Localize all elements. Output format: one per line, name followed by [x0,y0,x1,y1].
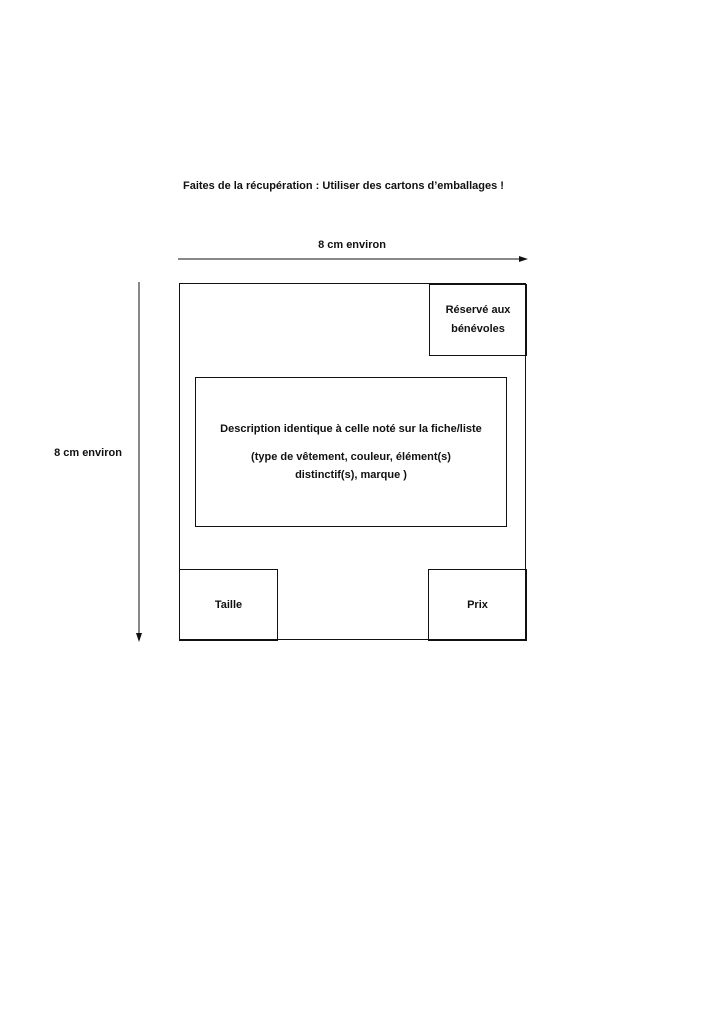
height-dimension-label: 8 cm environ [54,447,122,459]
description-box [195,377,507,527]
reserved-volunteers-box [429,284,527,356]
width-arrow-icon [178,253,528,265]
price-box-label: Prix [467,598,488,611]
price-box [428,569,527,641]
page-heading: Faites de la récupération : Utiliser des cartons d’emballages ! [183,180,504,192]
size-box-label: Taille [214,598,243,611]
height-arrow-icon [132,282,146,642]
width-dimension-label: 8 cm environ [318,239,386,251]
size-box [179,569,278,641]
description-details: (type de vêtement, couleur, élément(s) distinctif(s), marque ) [251,451,451,481]
reserved-volunteers-text: Réservé aux bénévoles [445,304,511,335]
description-title: Description identique à celle noté sur la fiche/liste [220,423,482,435]
